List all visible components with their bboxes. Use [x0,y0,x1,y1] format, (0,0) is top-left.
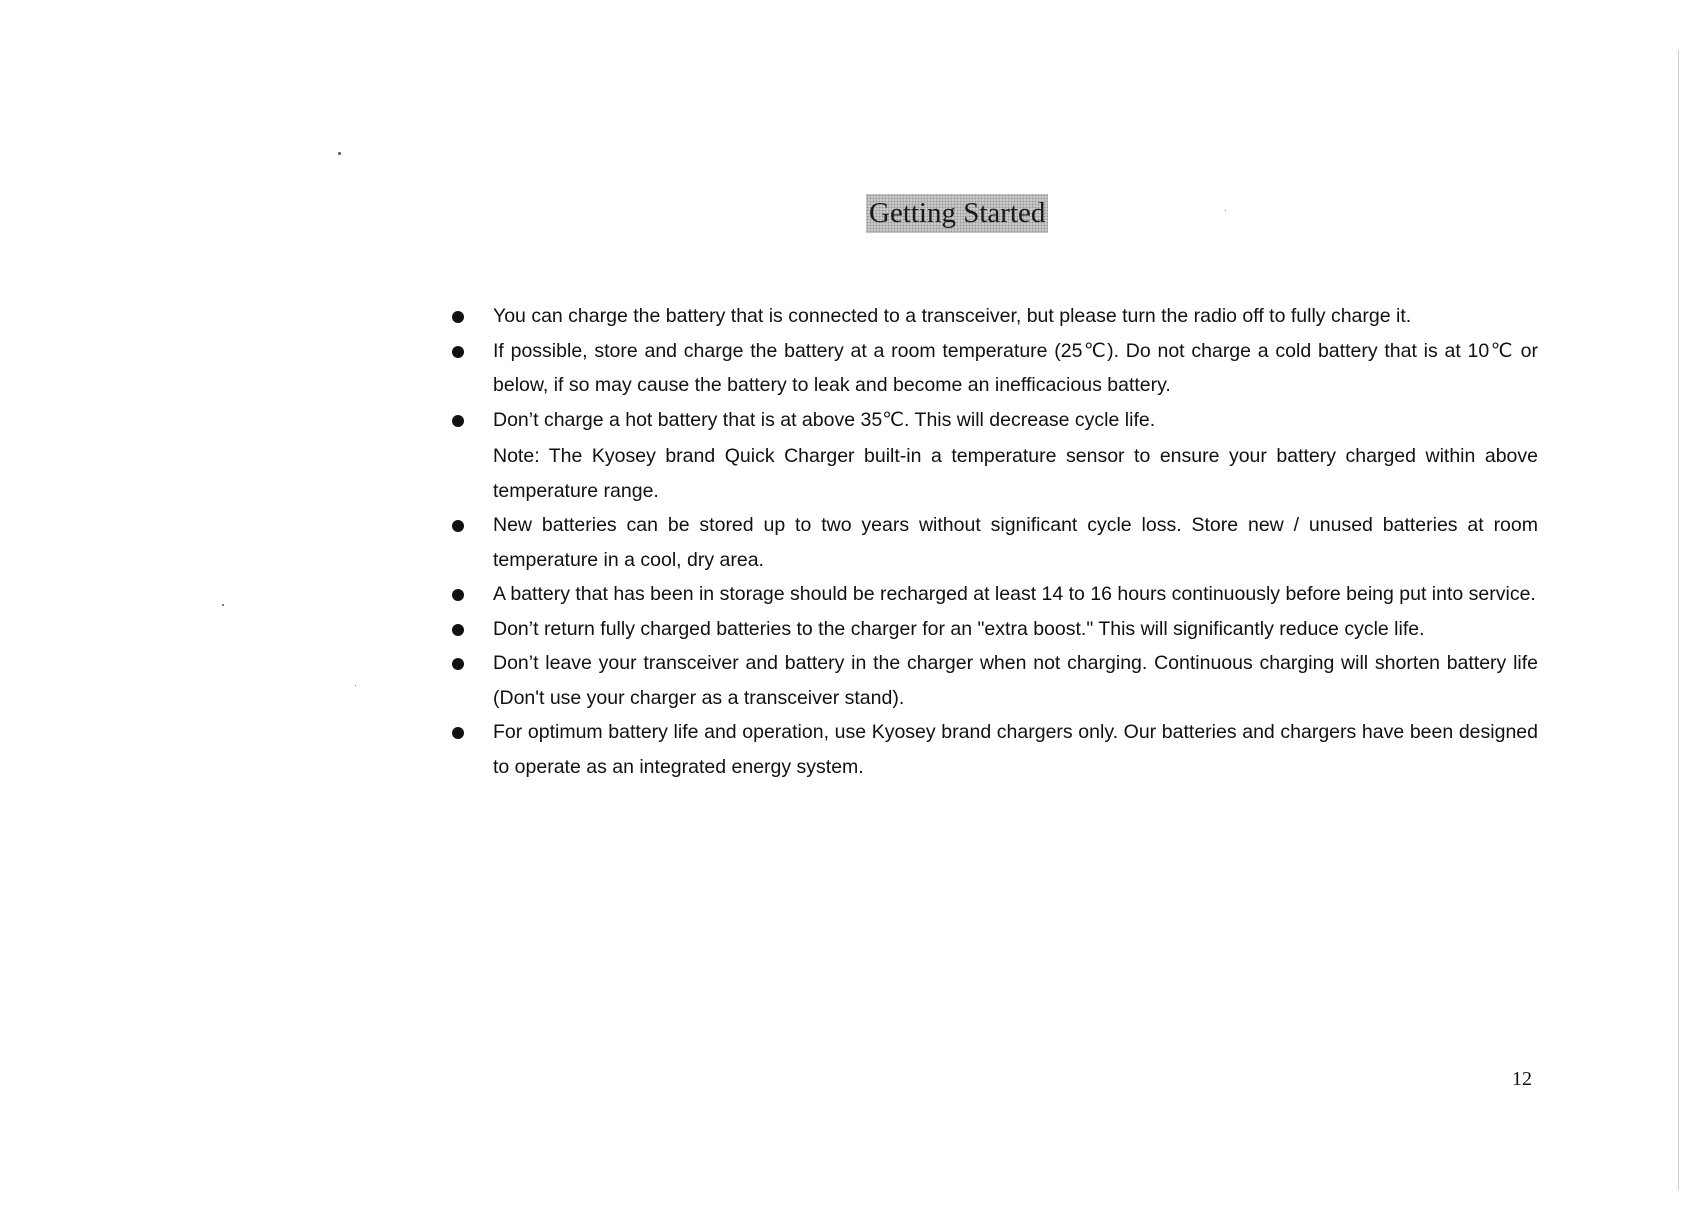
list-item [493,612,1538,647]
bullet-icon [452,589,464,601]
scan-speck [1225,210,1226,211]
scan-edge-line [1678,50,1679,1190]
scan-speck [338,152,341,155]
page-number: 12 [1512,1068,1532,1090]
list-item-text: You can charge the battery that is connected to a transceiver, but please turn the radio off to fully charge it. [493,305,1412,327]
list-item [493,577,1538,612]
list-item [493,646,1538,715]
bullet-icon [452,415,464,427]
bullet-icon [452,311,464,323]
bullet-icon [452,624,464,636]
list-item-text: For optimum battery life and operation, use Kyosey brand chargers only. Our batteries and chargers have been designed to operate as an integrated energy system. [493,721,1538,778]
bullet-icon [452,346,464,358]
page-title: Getting Started [866,194,1048,233]
list-item-text: New batteries can be stored up to two years without significant cycle loss. Store new / unused batteries at room temperature in a cool, dry area. [493,514,1538,571]
list-item-text: Don’t return fully charged batteries to the charger for an "extra boost." This will significantly reduce cycle life. [493,617,1425,640]
list-item [493,715,1538,784]
list-item-text: Don’t leave your transceiver and battery in the charger when not charging. Continuous charging will shorten battery life (Don't use your charger as a transceiver stand). [493,652,1538,709]
bullet-icon [452,727,464,739]
list-item [493,403,1538,438]
scan-speck [355,685,356,686]
bullet-icon [452,658,464,670]
list-item [493,334,1538,403]
bullet-icon [452,520,464,532]
list-item [493,299,1538,334]
note-paragraph: Note: The Kyosey brand Quick Charger built-in a temperature sensor to ensure your battery charged within above temperature range. [493,445,1538,502]
bullet-list [493,299,1538,784]
list-item-text: Don’t charge a hot battery that is at above 35℃. This will decrease cycle life. [493,408,1156,431]
list-item-text: If possible, store and charge the battery at a room temperature (25℃). Do not charge a cold battery that is at 10℃ or below, if so may cause the battery to leak and become an inefficacious battery. [493,339,1538,396]
scan-speck [222,604,224,606]
list-item [493,508,1538,577]
list-item-text: A battery that has been in storage should be recharged at least 14 to 16 hours continuously before being put into service. [493,583,1536,605]
